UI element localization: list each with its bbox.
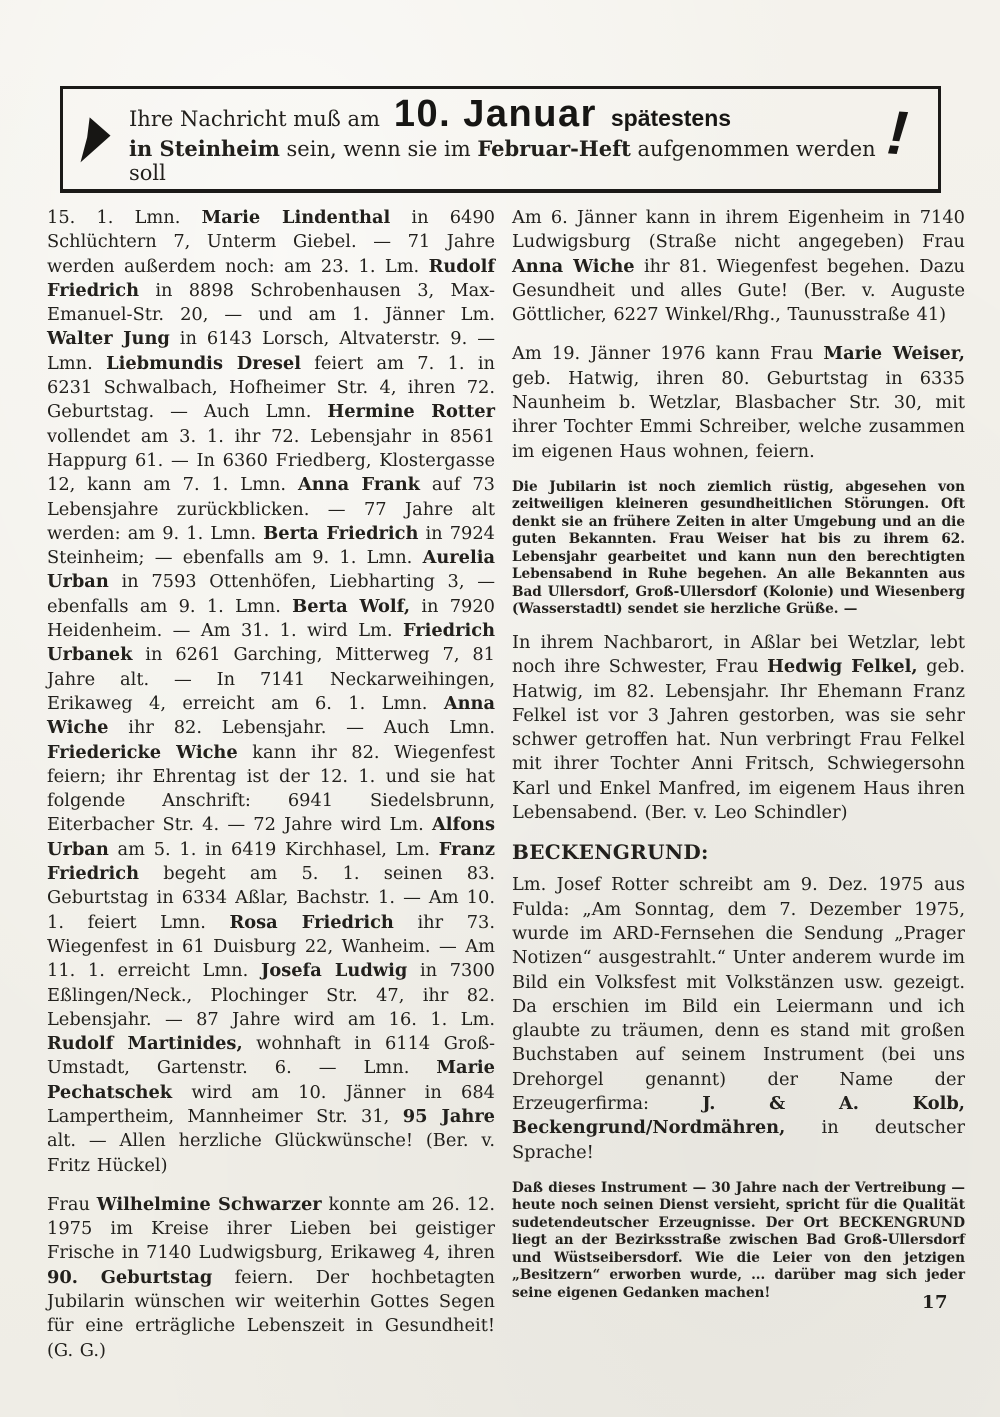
paragraph: Am 19. Jänner 1976 kann Frau Marie Weiser, geb. Hatwig, ihren 80. Geburtstag in 6335 Naunheim b. Wetzlar, Blasbacher Str. 30, mit ihrer Tochter Emmi Schreiber, welche zusammen im eigenen Haus wohnen, feiern.: [512, 343, 965, 462]
section-heading: BECKENGRUND:: [512, 840, 709, 865]
page-number: 17: [922, 1292, 949, 1313]
right-column: [512, 206, 965, 1378]
deadline-line2: in Steinheim sein, wenn sie im Februar-Heft aufgenommen werden soll: [129, 136, 876, 185]
deadline-line1: [129, 93, 877, 136]
left-column: [47, 206, 495, 1378]
deadline-date: 10. Januar: [393, 93, 597, 135]
small-print-paragraph: Die Jubilarin ist noch ziemlich rüstig, abgesehen von zeitweiligen kleineren gesundheitlichen Störungen. Oft denkt sie an frühere Zeiten in alter Umgebung und an die guten Bekannten. Frau Weiser hat bis zu ihrem 62. Lebensjahr gearbeitet und kann nun den berechtigten Lebensabend in Ruhe begehen. An alle Bekannten aus Bad Ullersdorf, Groß-Ullersdorf (Kolonie) und Wiesenberg (Wasserstadtl) sendet sie herzliche Grüße. —: [512, 478, 965, 618]
deadline-notice-box: [60, 86, 941, 193]
right-arrow-icon: [73, 113, 113, 169]
deadline-text: [113, 93, 877, 185]
paragraph: Lm. Josef Rotter schreibt am 9. Dez. 1975 aus Fulda: „Am Sonntag, dem 7. Dezember 1975, wurde im ARD-Fernsehen die Sendung „Prager Notizen“ ausgestrahlt.“ Unter anderem wurde im Bild ein Volksfest mit Volkstänzen usw. gezeigt. Da erschien im Bild ein Leiermann und ich glaubte zu träumen, denn es stand mit großen Buchstaben auf seinem Instrument (bei uns Drehorgel genannt) der Name der Erzeugerfirma: J. & A. Kolb, Beckengrund/Nordmähren, in deutscher Sprache!: [512, 874, 965, 1163]
paragraph: Am 6. Jänner kann in ihrem Eigenheim in 7140 Ludwigsburg (Straße nicht angegeben) Frau Anna Wiche ihr 81. Wiegenfest begehen. Dazu Gesundheit und alles Gute! (Ber. v. Auguste Göttlicher, 6227 Winkel/Rhg., Taunusstraße 41): [512, 207, 965, 326]
paragraph: 15. 1. Lmn. Marie Lindenthal in 6490 Schlüchtern 7, Unterm Giebel. — 71 Jahre werden außerdem noch: am 23. 1. Lm. Rudolf Friedrich in 8898 Schrobenhausen 3, Max-Emanuel-Str. 20, — und am 1. Jänner Lm. Walter Jung in 6143 Lorsch, Altvaterstr. 9. — Lmn. Liebmundis Dresel feiert am 7. 1. in 6231 Schwalbach, Hofheimer Str. 4, ihren 72. Geburtstag. — Auch Lmn. Hermine Rotter vollendet am 3. 1. ihr 72. Lebensjahr in 8561 Happurg 61. — In 6360 Friedberg, Klostergasse 12, kann am 7. 1. Lmn. Anna Frank auf 73 Lebensjahre zurückblicken. — 77 Jahre alt werden: am 9. 1. Lmn. Berta Friedrich in 7924 Steinheim; — ebenfalls am 9. 1. Lmn. Aurelia Urban in 7593 Ottenhöfen, Liebharting 3, — ebenfalls am 9. 1. Lmn. Berta Wolf, in 7920 Heidenheim. — Am 31. 1. wird Lm. Friedrich Urbanek in 6261 Garching, Mitterweg 7, 81 Jahre alt. — In 7141 Neckarweihingen, Erikaweg 4, erreicht am 6. 1. Lmn. Anna Wiche ihr 82. Lebensjahr. — Auch Lmn. Friedericke Wiche kann ihr 82. Wiegenfest feiern; ihr Ehrentag ist der 12. 1. und sie hat folgende Anschrift: 6941 Siedelsbrunn, Eiterbacher Str. 4. — 72 Jahre wird Lm. Alfons Urban am 5. 1. in 6419 Kirchhasel, Lm. Franz Friedrich begeht am 5. 1. seinen 83. Geburtstag in 6334 Aßlar, Bachstr. 1. — Am 10. 1. feiert Lmn. Rosa Friedrich ihr 73. Wiegenfest in 61 Duisburg 22, Wanheim. — Am 11. 1. erreicht Lmn. Josefa Ludwig in 7300 Eßlingen/Neck., Plochinger Str. 47, ihr 82. Lebensjahr. — 87 Jahre wird am 16. 1. Lm. Rudolf Martinides, wohnhaft in 6114 Groß-Umstadt, Gartenstr. 6. — Lmn. Marie Pechatschek wird am 10. Jänner in 684 Lampertheim, Mannheimer Str. 31, 95 Jahre alt. — Allen herzliche Glückwünsche! (Ber. v. Fritz Hückel): [47, 207, 496, 1176]
exclamation-icon: !: [884, 98, 911, 169]
small-print-paragraph: Daß dieses Instrument — 30 Jahre nach der Vertreibung — heute noch seinen Dienst versieht, spricht für die Qualität sudetendeutscher Erzeugnisse. Der Ort BECKENGRUND liegt an der Bezirksstraße zwischen Bad Groß-Ullersdorf und Wüstseibersdorf. Wie die Leier von den jetzigen „Besitzern“ erworben wurde, ... darüber mag sich jeder seine eigenen Gedanken machen!: [512, 1179, 965, 1301]
paragraph: Frau Wilhelmine Schwarzer konnte am 26. 12. 1975 im Kreise ihrer Lieben bei geistiger Frische in 7140 Ludwigsburg, Erikaweg 4, ihren 90. Geburtstag feiern. Der hochbetagten Jubilarin wünschen wir weiterhin Gottes Segen für eine erträgliche Lebenszeit in Gesundheit! (G. G.): [47, 1193, 495, 1361]
paragraph: In ihrem Nachbarort, in Aßlar bei Wetzlar, lebt noch ihre Schwester, Frau Hedwig Felkel, geb. Hatwig, im 82. Lebensjahr. Ihr Ehemann Franz Felkel ist vor 3 Jahren gestorben, was sie sehr schwer getroffen hat. Nun verbringt Frau Felkel mit ihrer Tochter Anni Fritsch, Schwiegersohn Karl und Enkel Manfred, im eigenem Haus ihren Lebensabend. (Ber. v. Leo Schindler): [512, 631, 966, 824]
deadline-suffix: spätestens: [610, 105, 732, 131]
text-columns: [47, 206, 965, 1378]
deadline-prefix: Ihre Nachricht muß am: [129, 107, 380, 131]
